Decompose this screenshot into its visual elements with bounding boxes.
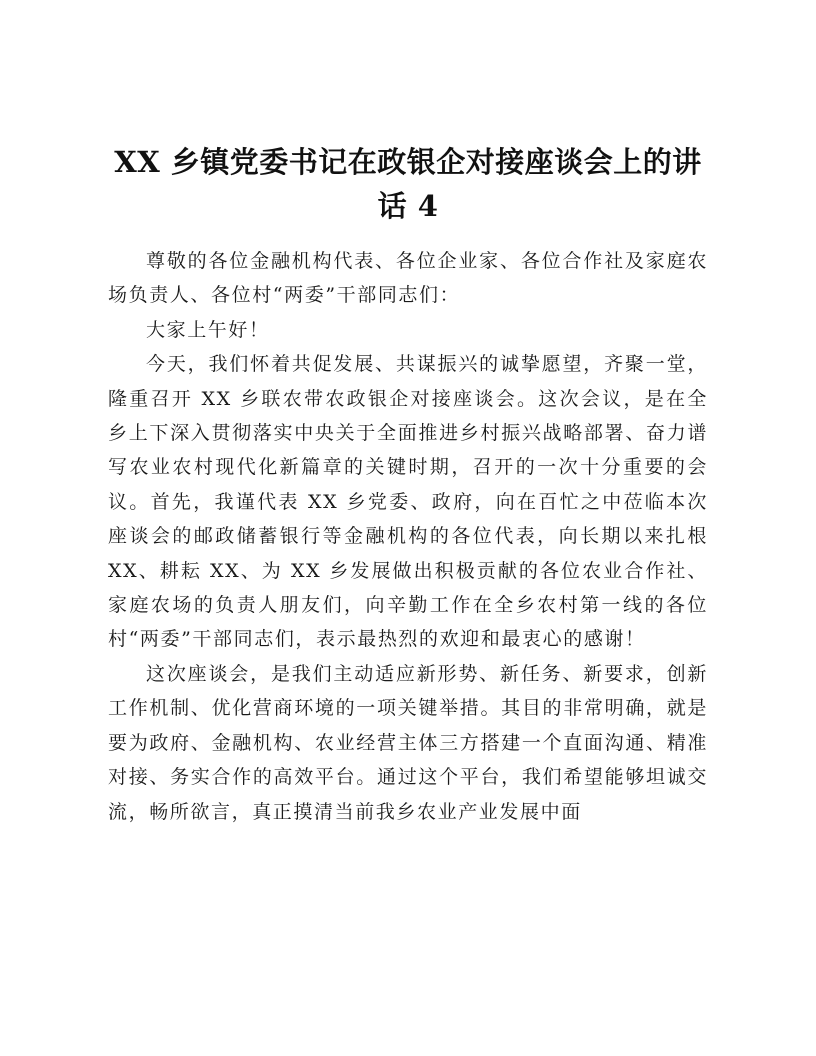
paragraph-greeting: 尊敬的各位金融机构代表、各位企业家、各位合作社及家庭农场负责人、各位村“两委”干部同志们： <box>108 250 708 307</box>
paragraph-good-morning: 大家上午好！ <box>146 318 270 341</box>
document-title: XX 乡镇党委书记在政银企对接座谈会上的讲话 4 <box>114 145 702 223</box>
paragraph-opening: 今天，我们怀着共促发展、共谋振兴的诚挚愿望，齐聚一堂，隆重召开 XX 乡联农带农政银企对接座谈会。这次会议，是在全乡上下深入贯彻落实中央关于全面推进乡村振兴战略部署、奋力谱写农业农村现代化新篇章的关键时期，召开的一次十分重要的会议。首先，我谨代表 XX 乡党委、政府，向在百忙之中莅临本次座谈会的邮政储蓄银行等金融机构的各位代表，向长期以来扎根 XX、耕耘 XX、为 XX 乡发展做出积极贡献的各位农业合作社、家庭农场的负责人朋友们，向辛勤工作在全乡农村第一线的各位村“两委”干部同志们，表示最热烈的欢迎和最衷心的感谢！ <box>108 353 708 651</box>
paragraph-purpose: 这次座谈会，是我们主动适应新形势、新任务、新要求，创新工作机制、优化营商环境的一项关键举措。其目的非常明确，就是要为政府、金融机构、农业经营主体三方搭建一个直面沟通、精准对接、务实合作的高效平台。通过这个平台，我们希望能够坦诚交流，畅所欲言，真正摸清当前我乡农业产业发展中面 <box>108 662 708 823</box>
document-body <box>108 244 708 829</box>
